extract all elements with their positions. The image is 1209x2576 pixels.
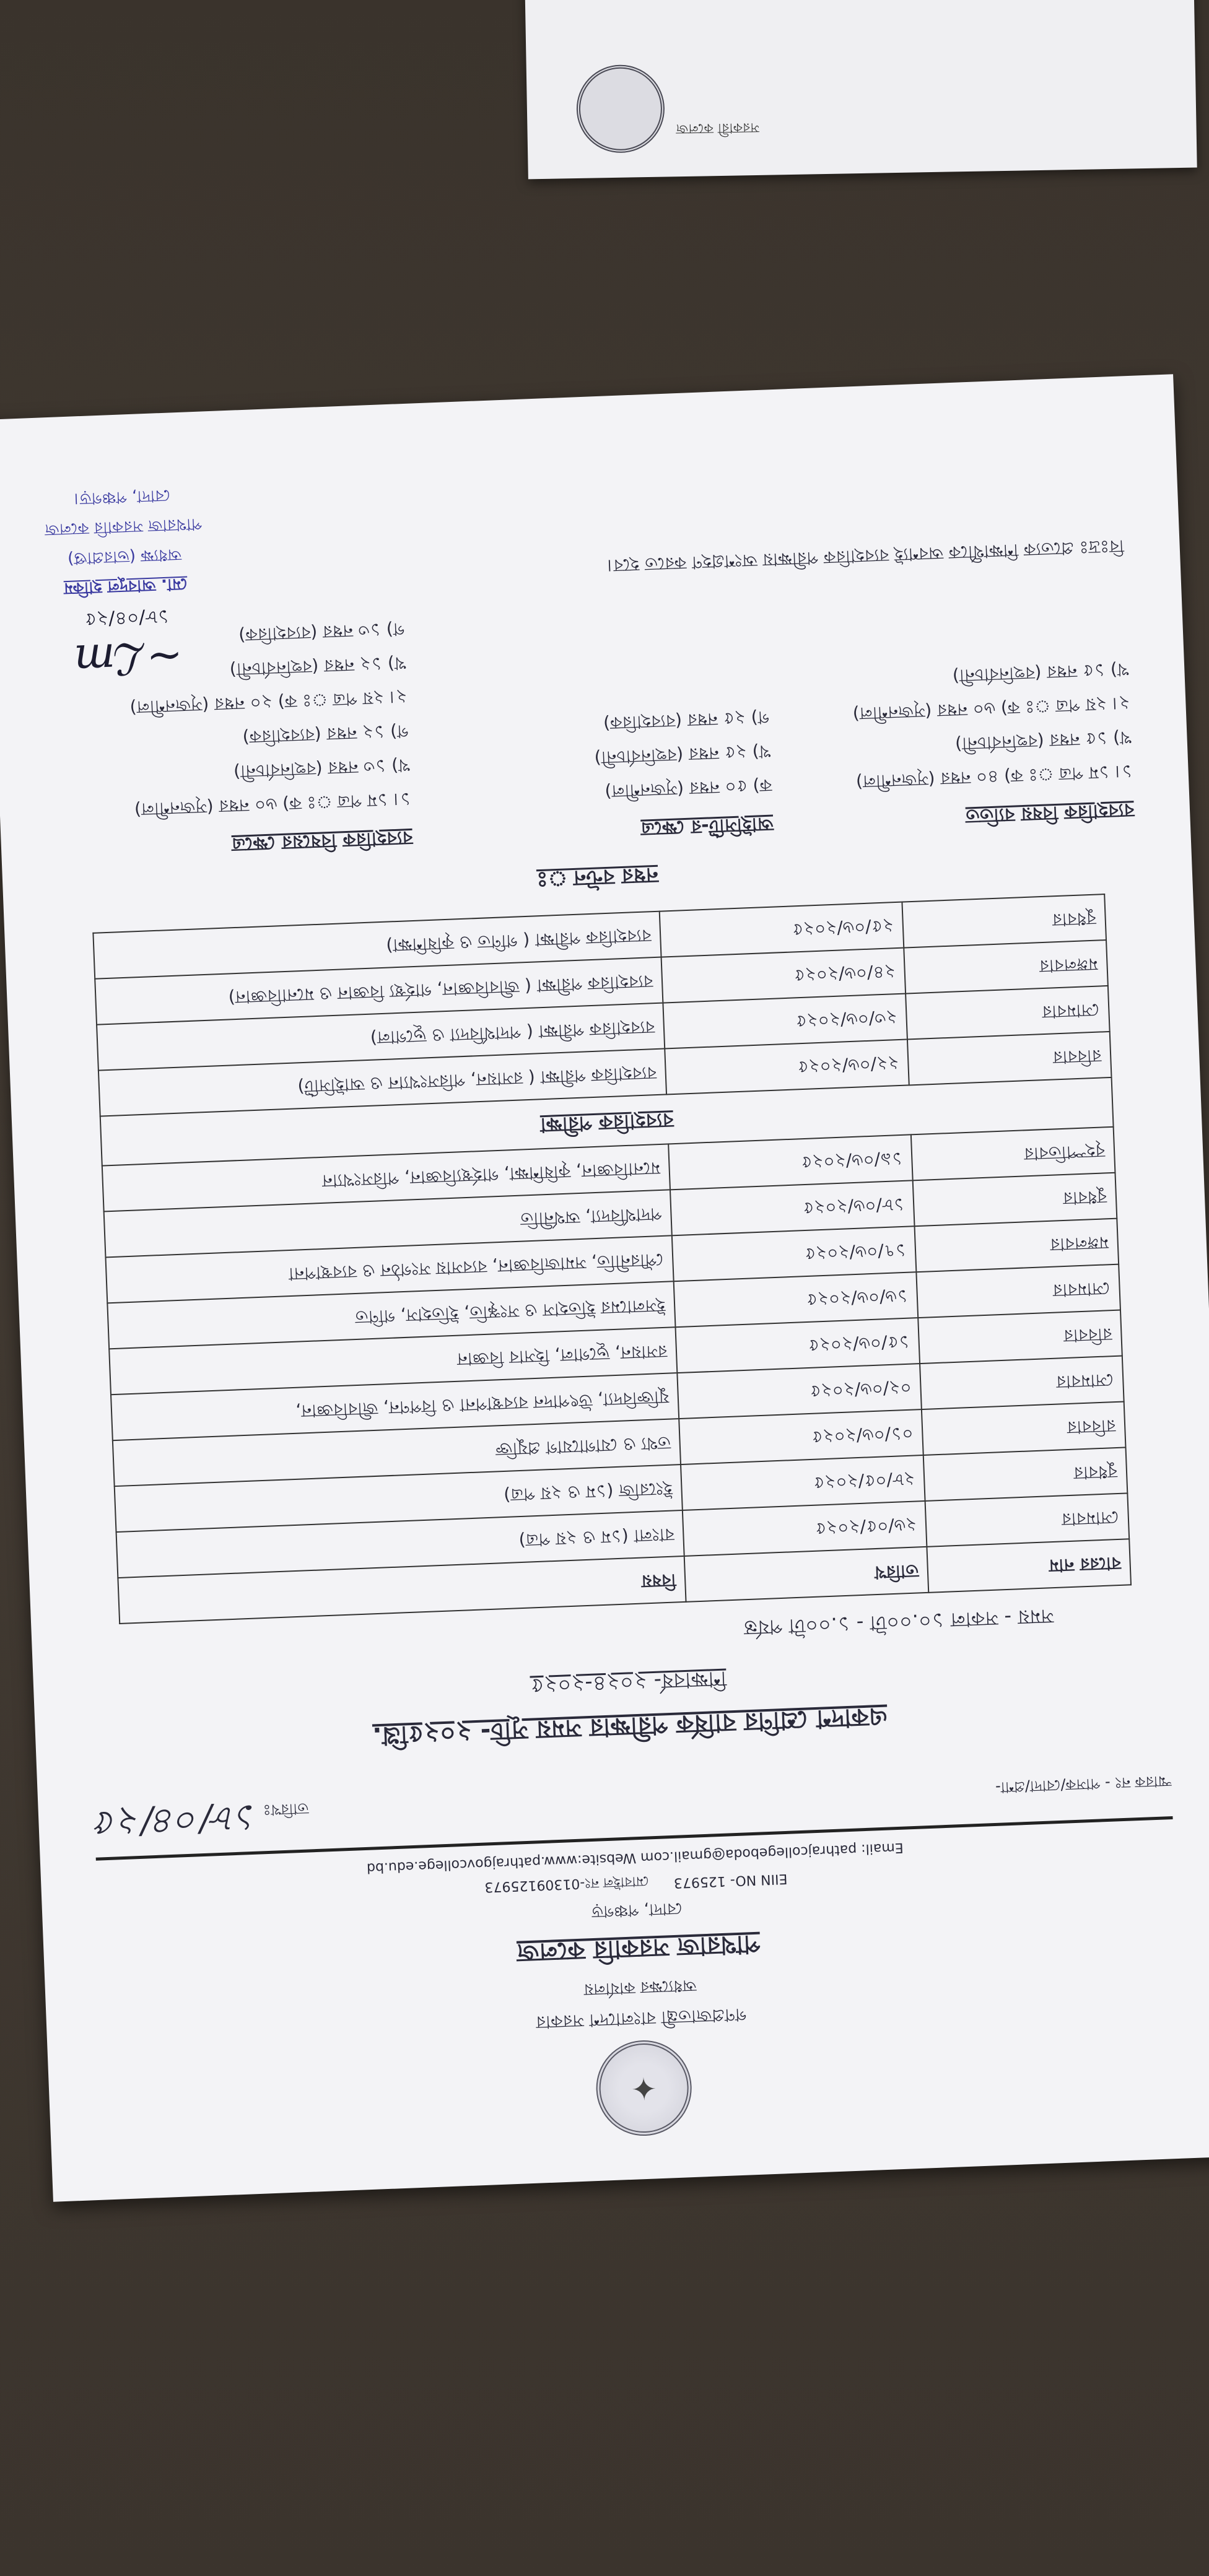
marks-distribution-title: নম্বর বন্টন ঃ	[536, 862, 659, 892]
cell-subject: মনোবিজ্ঞান, কৃষিশিক্ষা, গার্হস্থ্যবিজ্ঞান, পরিসংখ্যান	[102, 1144, 670, 1211]
cell-day: রবিবার	[907, 1032, 1111, 1085]
signatory-designation: অধ্যক্ষ (ভারপ্রাপ্ত)	[67, 544, 182, 568]
signatory-college: পাথরাজ সরকারি কলেজ	[44, 514, 203, 539]
dist-non-practical	[770, 580, 1135, 838]
cell-subject: পদার্থবিদ্যা, অর্থনীতি	[104, 1190, 672, 1257]
exam-schedule-table	[93, 894, 1132, 1624]
header-date: তারিখ	[684, 1547, 929, 1602]
issue-date	[94, 1783, 310, 1852]
cell-date: ১৭/০৬/২০২৫	[672, 1226, 917, 1281]
background-paper	[525, 0, 1197, 179]
dist-col-title: ব্যবহারিক বিষয় ব্যতিত	[965, 799, 1135, 827]
cell-day: বুধবার	[923, 1447, 1127, 1500]
dist-line: ১। ১ম পত্র ঃ ক) ৬০ নম্বর (সৃজনশীল)	[134, 788, 412, 820]
date-label: তারিখঃ	[263, 1799, 309, 1819]
dist-line: খ) ২৫ নম্বর (বহুনির্বাচনী)	[594, 741, 771, 768]
cell-date: ২৩/০৬/২০২৫	[663, 994, 907, 1049]
cell-date: ১৮/০৬/২০২৫	[670, 1180, 915, 1235]
cell-date: ১৫/০৬/২০২৫	[676, 1318, 920, 1373]
background-paper-text: সরকারী কলেজ	[676, 119, 759, 137]
dist-ict	[409, 594, 774, 853]
dist-line: ২। ২য় পত্র ঃ ক) ২০ নম্বর (সৃজনশীল)	[129, 687, 408, 718]
routine-title: একাদশ শ্রেণির বার্ষিক পরীক্ষার সময় সূচি- ২০২৫খ্রি.	[372, 1702, 888, 1751]
dist-col-title: ব্যবহারিক বিষয়ের ক্ষেত্রে	[231, 826, 413, 856]
cell-subject: ব্যবহারিক পরীক্ষা ( গণিত ও কৃষিশিক্ষা)	[94, 912, 661, 979]
cell-day: সোমবার	[916, 1264, 1120, 1318]
practical-section-title: ব্যবহারিক পরীক্ষা	[100, 1077, 1113, 1166]
cell-day: বৃহস্পতিবার	[911, 1127, 1115, 1180]
cell-date: ১৬/০৬/২০২৫	[674, 1272, 919, 1327]
practical-note: বিঃদ্রঃ প্রত্যেক শিক্ষার্থীকে অবশ্যই ব্যবহারিক পরীক্ষায় অংশগ্রহণ করতে হবে।	[606, 536, 1125, 577]
cell-subject: ব্যবহারিক পরীক্ষা ( রসায়ন, পরিসংখ্যান ও আইসিটি)	[98, 1049, 666, 1116]
dist-line: ১। ১ম পত্র ঃ ক) ৪০ নম্বর (সৃজনশীল)	[855, 761, 1133, 793]
cell-date: ০২/০৬/২০২৫	[677, 1364, 922, 1419]
dist-line: খ) ১৫ নম্বর (বহুনির্বাচনী)	[952, 659, 1129, 687]
letterhead	[96, 1829, 1184, 2156]
signatory-place: বোদা, পঞ্চগড়।	[74, 485, 171, 508]
signature-scrawl: ~ℒm	[73, 630, 184, 686]
college-address: বোদা, পঞ্চগড়	[591, 1899, 683, 1921]
office-line: অধ্যক্ষের কার্যালয়	[583, 1975, 697, 1999]
dist-line: খ) ১৫ নম্বর (বহুনির্বাচনী)	[954, 727, 1132, 755]
cell-subject: ব্যবহারিক পরীক্ষা ( পদার্থবিদ্যা ও ভূগোল)	[97, 1003, 665, 1071]
government-seal-icon: ✦	[595, 2039, 694, 2138]
eiin-number: EIIN NO- 125973	[673, 1870, 788, 1891]
dist-line: ২। ২য় পত্র ঃ ক) ৬০ নম্বর (সৃজনশীল)	[852, 693, 1131, 724]
signature-block	[43, 480, 208, 687]
cell-subject: ইংরেজি (১ম ও ২য় পত্র)	[115, 1464, 683, 1532]
email-website: Email: pathrajcollegeboda@gmail.com Website:www.pathrajgovcollege.edu.bd	[366, 1839, 904, 1876]
dist-line: গ) ১৩ নম্বর (ব্যবহারিক)	[238, 619, 405, 646]
document-sheet	[0, 374, 1209, 2202]
cell-day: সোমবার	[906, 986, 1109, 1039]
exam-routine-document	[0, 374, 1209, 2202]
cell-date: ১৯/০৬/২০২৫	[668, 1134, 913, 1190]
cell-subject: ব্যবহারিক পরীক্ষা ( জীববিজ্ঞান, গার্হস্থ্য বিজ্ঞান ও মনোবিজ্ঞান)	[95, 957, 663, 1025]
cell-subject: পৌরনীতি, সমাজবিজ্ঞান, ব্যবসায় সংগঠন ও ব্যবস্থাপনা	[106, 1235, 674, 1303]
cell-day: রবিবার	[922, 1401, 1125, 1455]
signatory-name: মো. আবদুল হাকিম	[63, 574, 188, 598]
signature-date: ১৮/০৪/২৫	[84, 605, 170, 630]
dist-line: গ) ২৫ নম্বর (ব্যবহারিক)	[603, 707, 770, 734]
header-day: বারের নাম	[927, 1539, 1130, 1592]
phone-number: মোবাইল নং-01309125973	[484, 1873, 650, 1895]
cell-subject: রসায়ন, ভূগোল, হিসাব বিজ্ঞান	[109, 1327, 677, 1395]
dist-line: খ) ১২ নম্বর (বহুনির্বাচনী)	[229, 653, 406, 681]
college-name: পাথরাজ সরকারি কলেজ	[516, 1929, 761, 1967]
cell-subject: বাংলা (১ম ও ২য় পত্র)	[116, 1510, 684, 1578]
memo-number: স্মারক নং - পাসক/বোদা/প্রশা-	[995, 1772, 1172, 1797]
exam-time: সময় - সকাল ১০.০০টা - ১.০০টা পর্যন্ত	[743, 1604, 1054, 1640]
cell-subject: ইসলামের ইতিহাস ও সংস্কৃতি, ইতিহাস, গণিত	[108, 1281, 676, 1349]
cell-day: সোমবার	[920, 1356, 1124, 1409]
cell-day: মঙ্গলবার	[915, 1219, 1119, 1272]
cell-subject: যুক্তিবিদ্যা, উৎপাদন ব্যবস্থাপনা ও বিপণন, জীববিজ্ঞান,	[111, 1373, 679, 1440]
cell-subject: তথ্য ও যোগাযোগ প্রযুক্তি	[113, 1419, 681, 1486]
cell-day: রবিবার	[918, 1310, 1122, 1364]
dist-line: ক) ৫০ নম্বর (সৃজনশীল)	[604, 775, 772, 802]
header-subject: বিষয়	[118, 1556, 686, 1624]
cell-day: সোমবার	[925, 1493, 1129, 1546]
cell-date: ২৫/০৬/২০২৫	[660, 902, 904, 957]
academic-year: শিক্ষাবর্ষ- ২০২৪-২০২৫	[530, 1666, 727, 1699]
cell-date: ০১/০৬/২০২৫	[679, 1409, 923, 1464]
cell-day: বুধবার	[902, 894, 1106, 947]
cell-date: ২৮/০৫/২০২৫	[681, 1455, 925, 1510]
dist-line: খ) ১৩ নম্বর (বহুনির্বাচনী)	[233, 754, 411, 782]
dist-col-title: আইসিটি-র ক্ষেত্রে	[640, 812, 774, 840]
cell-date: ২২/০৬/২০২৫	[665, 1039, 909, 1094]
marks-distribution	[48, 580, 1135, 866]
cell-day: মঙ্গলবার	[904, 940, 1107, 993]
cell-day: বুধবার	[913, 1173, 1117, 1226]
cell-date: ২৬/০৫/২০২৫	[683, 1501, 927, 1556]
seal-icon	[576, 64, 665, 154]
cell-date: ২৪/০৬/২০২৫	[661, 948, 906, 1003]
dist-line: গ) ১২ নম্বর (ব্যবহারিক)	[242, 721, 409, 748]
handwritten-date: ১৮/০৪/২৫	[94, 1796, 260, 1845]
government-line: গণপ্রজাতন্ত্রী বাংলাদেশ সরকার	[535, 2004, 747, 2033]
